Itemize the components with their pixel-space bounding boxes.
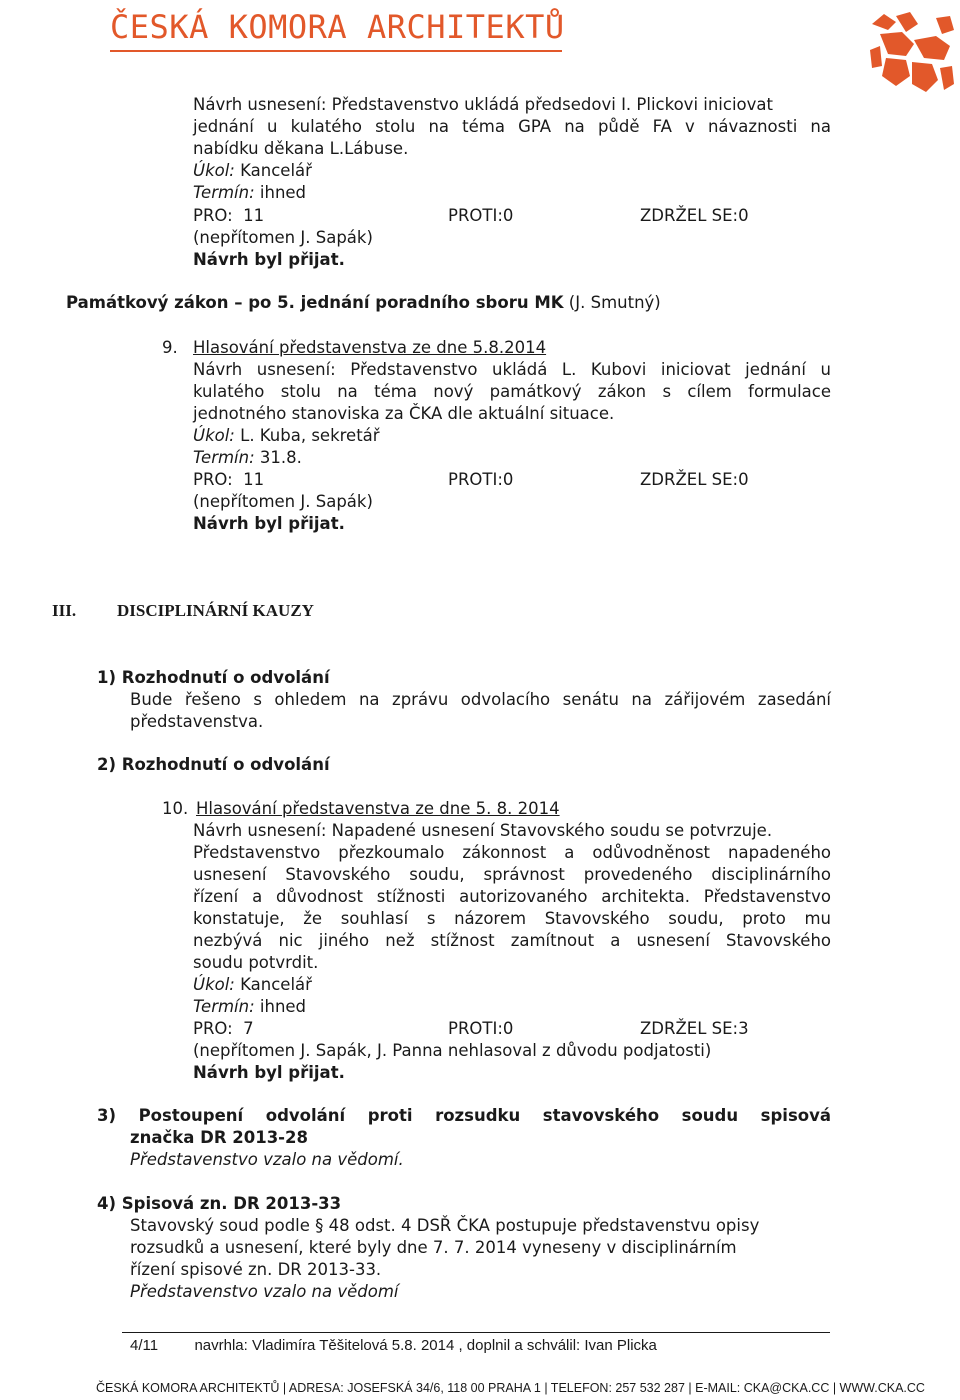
deadline-value: 31.8.	[259, 448, 302, 467]
vote-10-line-5: konstatuje, že souhlasí s názorem Stavovského soudu, proto mu	[193, 909, 831, 928]
item-1-line-2: představenstva.	[130, 712, 264, 731]
item-3-note: Představenstvo vzalo na vědomí.	[130, 1150, 404, 1169]
header-divider	[110, 50, 562, 52]
author-note: navrhla: Vladimíra Těšitelová 5.8. 2014 , doplnil a schválil: Ivan Plicka	[194, 1337, 657, 1354]
item-3-heading-line-2: značka DR 2013-28	[130, 1128, 308, 1147]
vote-10-line-4: řízení a důvodnost stížnosti autorizovaného architekta. Představenstvo	[193, 887, 831, 906]
pamatkovy-vote-zdrzel: ZDRŽEL SE:0	[640, 470, 749, 489]
item-4-note: Představenstvo vzalo na vědomí	[130, 1282, 399, 1301]
pamatkovy-heading-normal: (J. Smutný)	[568, 293, 661, 312]
item-4-line-1: Stavovský soud podle § 48 odst. 4 DSŘ ČKA postupuje představenstvu opisy	[130, 1216, 760, 1235]
section-title: DISCIPLINÁRNÍ KAUZY	[117, 601, 314, 620]
vote-10-title: Hlasování představenstva ze dne 5. 8. 2014	[196, 799, 560, 818]
footer-meta	[130, 1337, 657, 1354]
pamatkovy-heading	[66, 292, 661, 314]
task-label: Úkol:	[193, 975, 235, 994]
discipline-vote-pro: PRO: 7	[193, 1019, 254, 1038]
deadline-value: ihned	[259, 183, 307, 202]
gpa-deadline	[193, 182, 306, 204]
discipline-absent: (nepřítomen J. Sapák, J. Panna nehlasoval z důvodu podjatosti)	[193, 1041, 712, 1060]
item-4-line-3: řízení spisové zn. DR 2013-33.	[130, 1260, 382, 1279]
lion-logo-icon	[866, 10, 956, 96]
gpa-proposal-line-3: nabídku děkana L.Lábuse.	[193, 139, 409, 158]
footer-divider	[122, 1332, 830, 1333]
task-label: Úkol:	[193, 161, 235, 180]
pamatkovy-proposal-line-1: Návrh usnesení: Představenstvo ukládá L. Kubovi iniciovat jednání u	[193, 360, 831, 379]
gpa-absent: (nepřítomen J. Sapák)	[193, 228, 373, 247]
discipline-vote-zdrzel: ZDRŽEL SE:3	[640, 1019, 749, 1038]
page-number: 4/11	[130, 1337, 159, 1354]
discipline-deadline	[193, 996, 306, 1018]
deadline-label: Termín:	[193, 183, 255, 202]
gpa-vote-pro: PRO: 11	[193, 206, 265, 225]
vote-10-number: 10.	[162, 799, 189, 818]
gpa-task	[193, 160, 312, 182]
vote-10-line-6: nezbývá nic jiného než stížnost zamítnout a usnesení Stavovského	[193, 931, 831, 950]
deadline-label: Termín:	[193, 997, 255, 1016]
pamatkovy-vote-proti: PROTI:0	[448, 470, 514, 489]
gpa-vote-proti: PROTI:0	[448, 206, 514, 225]
pamatkovy-result: Návrh byl přijat.	[193, 514, 345, 533]
item-4-line-2: rozsudků a usnesení, které byly dne 7. 7. 2014 vyneseny v disciplinárním	[130, 1238, 737, 1257]
vote-10-line-3: usnesení Stavovského soudu, správnost provedeného disciplinárního	[193, 865, 831, 884]
discipline-result: Návrh byl přijat.	[193, 1063, 345, 1082]
vote-10-line-2: Představenstvo přezkoumalo zákonnost a odůvodněnost napadeného	[193, 843, 831, 862]
task-value: Kancelář	[240, 161, 312, 180]
gpa-vote-zdrzel: ZDRŽEL SE:0	[640, 206, 749, 225]
pamatkovy-vote-pro: PRO: 11	[193, 470, 265, 489]
item-4-heading: 4) Spisová zn. DR 2013-33	[97, 1194, 342, 1213]
task-value: L. Kuba, sekretář	[240, 426, 380, 445]
pamatkovy-heading-bold: Památkový zákon – po 5. jednání poradního sboru MK	[66, 293, 564, 312]
item-1-heading: 1) Rozhodnutí o odvolání	[97, 668, 330, 687]
vote-9-title: Hlasování představenstva ze dne 5.8.2014	[193, 338, 547, 357]
pamatkovy-proposal-line-2: kulatého stolu na téma nový památkový zákon s cílem formulace	[193, 382, 831, 401]
deadline-value: ihned	[259, 997, 307, 1016]
item-1-line-1: Bude řešeno s ohledem na zprávu odvolacího senátu na zářijovém zasedání	[130, 690, 831, 709]
pamatkovy-absent: (nepřítomen J. Sapák)	[193, 492, 373, 511]
discipline-task	[193, 974, 312, 996]
gpa-result: Návrh byl přijat.	[193, 250, 345, 269]
gpa-proposal-line-2: jednání u kulatého stolu na téma GPA na půdě FA v návaznosti na	[193, 117, 831, 136]
section-roman-numeral: III.	[52, 601, 77, 620]
task-value: Kancelář	[240, 975, 312, 994]
header-title: ČESKÁ KOMORA ARCHITEKTŮ	[110, 8, 565, 46]
item-3-heading-line-1: 3) Postoupení odvolání proti rozsudku stavovského soudu spisová	[97, 1106, 831, 1125]
pamatkovy-proposal-line-3: jednotného stanoviska za ČKA dle aktuální situace.	[193, 404, 615, 423]
item-2-heading: 2) Rozhodnutí o odvolání	[97, 755, 330, 774]
footer-address: ČESKÁ KOMORA ARCHITEKTŮ | ADRESA: JOSEFSKÁ 34/6, 118 00 PRAHA 1 | TELEFON: 257 532 287 | E-MAIL: CKA@CKA.CC | WWW.CKA.CC	[96, 1381, 925, 1395]
discipline-vote-proti: PROTI:0	[448, 1019, 514, 1038]
task-label: Úkol:	[193, 426, 235, 445]
vote-9-number: 9.	[162, 338, 178, 357]
vote-10-line-1: Návrh usnesení: Napadené usnesení Stavovského soudu se potvrzuje.	[193, 821, 773, 840]
gpa-proposal-line-1: Návrh usnesení: Představenstvo ukládá předsedovi I. Plickovi iniciovat	[193, 95, 773, 114]
pamatkovy-deadline	[193, 447, 302, 469]
vote-10-line-7: soudu potvrdit.	[193, 953, 319, 972]
deadline-label: Termín:	[193, 448, 255, 467]
pamatkovy-task	[193, 425, 380, 447]
